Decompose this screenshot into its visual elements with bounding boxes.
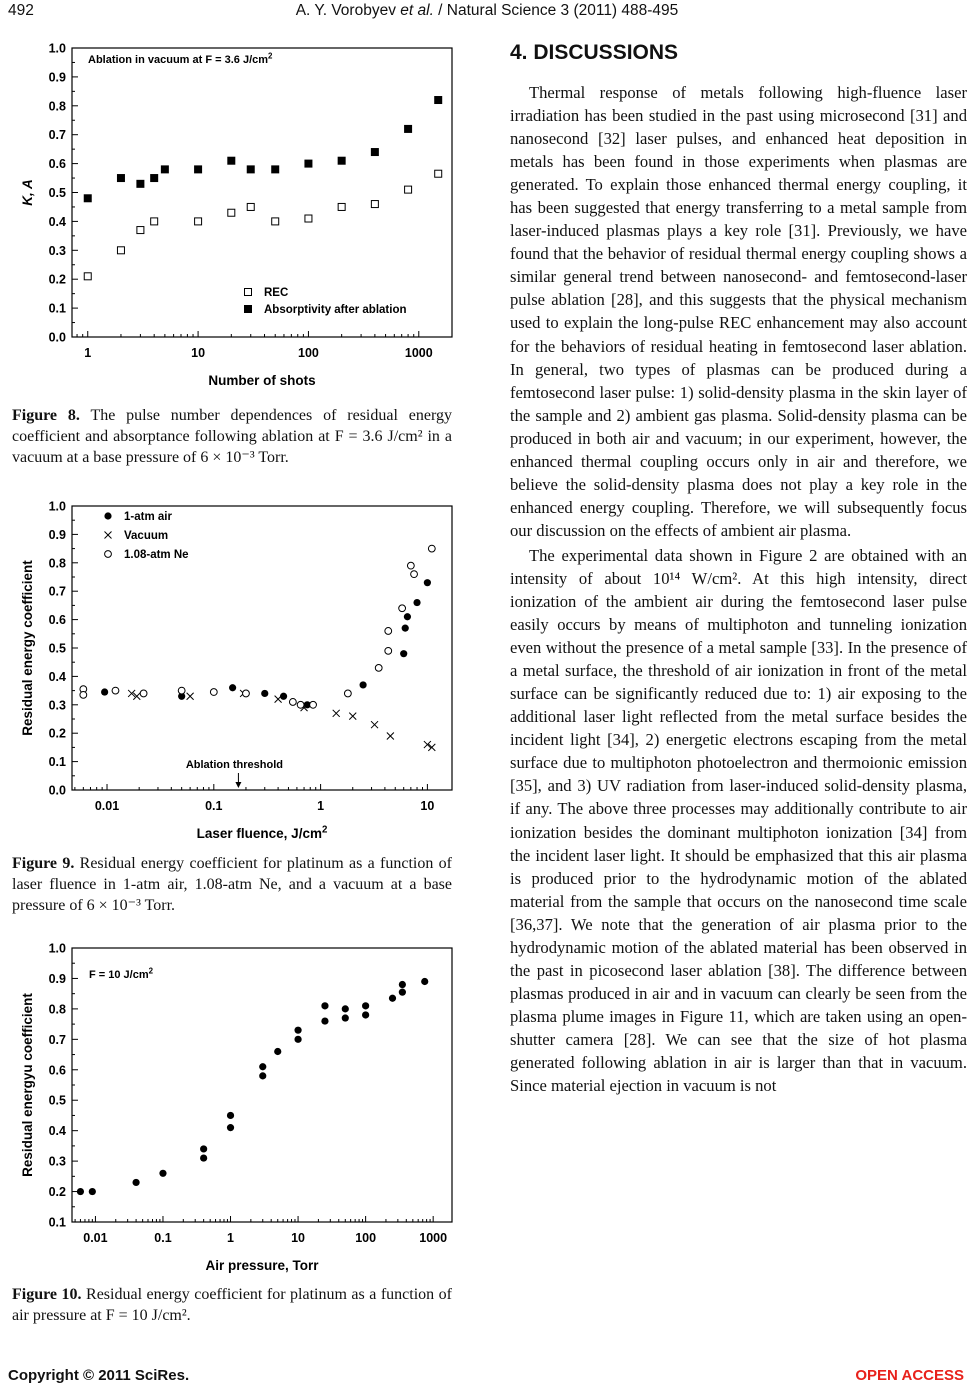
- data-point: [342, 1014, 349, 1021]
- data-point: [371, 148, 379, 156]
- y-tick-label: 0.8: [48, 1002, 66, 1017]
- running-head: [0, 2, 974, 20]
- y-tick-label: 0.8: [48, 556, 66, 571]
- data-point: [112, 687, 119, 694]
- x-tick-label: 0.01: [83, 1231, 108, 1245]
- legend-marker: [104, 512, 111, 519]
- data-point: [389, 995, 396, 1002]
- data-point: [402, 625, 409, 632]
- data-point: [289, 699, 296, 706]
- data-point: [259, 1063, 266, 1070]
- data-point: [434, 96, 442, 104]
- x-tick-label: 100: [355, 1231, 377, 1245]
- y-tick-label: 0.7: [48, 128, 66, 143]
- data-point: [371, 721, 378, 728]
- data-point: [187, 693, 194, 700]
- figure-9-label: Figure 9.: [12, 855, 75, 872]
- data-point: [387, 733, 394, 740]
- y-tick-label: 0.0: [48, 330, 66, 345]
- x-tick-label: 10: [420, 799, 435, 813]
- data-point: [274, 1048, 281, 1055]
- legend-label: Vacuum: [124, 530, 169, 542]
- data-point: [210, 689, 217, 696]
- legend-marker: [105, 532, 112, 539]
- y-tick-label: 0.4: [48, 1124, 66, 1139]
- chart-title: F = 10 $J/cm^2$: [89, 966, 154, 981]
- data-point: [411, 571, 418, 578]
- data-point: [404, 613, 411, 620]
- y-tick-label: 0.9: [48, 70, 66, 85]
- data-point: [247, 203, 254, 210]
- data-point: [117, 174, 125, 182]
- data-point: [243, 690, 250, 697]
- y-tick-label: 0.4: [48, 214, 66, 229]
- data-point: [178, 687, 185, 694]
- data-point: [428, 744, 435, 751]
- y-tick-label: 0.1: [48, 301, 66, 316]
- data-point: [413, 599, 420, 606]
- data-point: [80, 691, 87, 698]
- figure-8-chart: [0, 30, 460, 430]
- x-tick-label: 0.1: [205, 799, 223, 813]
- figure-8-caption-text: The pulse number dependences of residual energy coefficient and absorptance following ablation at F = 3.6 J/cm² in a vacuum at a base pressure of 6 × 10⁻³ Torr.: [12, 407, 453, 466]
- x-tick-label: 1: [84, 346, 92, 360]
- data-point: [321, 1002, 328, 1009]
- data-point: [294, 1036, 301, 1043]
- y-axis-label: Residual energyu coefficient: [20, 993, 35, 1177]
- data-point: [344, 690, 351, 697]
- data-point: [424, 579, 431, 586]
- y-tick-label: 0.1: [48, 1215, 66, 1230]
- data-point: [275, 696, 282, 703]
- x-tick-label: 0.1: [154, 1231, 172, 1245]
- data-point: [338, 203, 345, 210]
- data-point: [362, 1011, 369, 1018]
- data-point: [229, 684, 236, 691]
- data-point: [261, 690, 268, 697]
- data-point: [227, 1124, 234, 1131]
- x-axis-label: Number of shots: [208, 373, 316, 388]
- figure-10-caption-text: Residual energy coefficient for platinum as a function of air pressure at F = 10 J/cm².: [12, 1286, 452, 1324]
- data-point: [89, 1188, 96, 1195]
- data-point: [84, 194, 92, 202]
- data-point: [140, 690, 147, 697]
- x-tick-label: 1000: [419, 1231, 448, 1245]
- x-axis-label: Air pressure, Torr: [205, 1258, 319, 1273]
- figure-10-chart: [0, 935, 460, 1295]
- data-point: [247, 165, 255, 173]
- footer-copyright: Copyright © 2011 SciRes.: [8, 1367, 190, 1384]
- legend-label: Absorptivity after ablation: [264, 304, 407, 316]
- legend-marker: [245, 289, 252, 296]
- figure-10-caption: [12, 1284, 452, 1326]
- running-head-etal: et al.: [400, 2, 434, 19]
- page-number: 492: [8, 2, 34, 19]
- plot-frame: [72, 48, 452, 337]
- x-tick-label: 0.01: [94, 799, 120, 813]
- data-point: [136, 180, 144, 188]
- y-tick-label: 0.2: [48, 272, 66, 287]
- data-point: [399, 981, 406, 988]
- data-point: [375, 664, 382, 671]
- data-point: [333, 710, 340, 717]
- data-point: [150, 174, 158, 182]
- data-point: [259, 1072, 266, 1079]
- data-point: [400, 650, 407, 657]
- y-tick-label: 0.7: [48, 1032, 66, 1047]
- data-point: [428, 545, 435, 552]
- y-tick-label: 0.7: [48, 584, 66, 599]
- y-tick-label: 0.9: [48, 971, 66, 986]
- section-title: 4. DISCUSSIONS: [510, 41, 679, 64]
- data-point: [84, 273, 91, 280]
- y-tick-label: 1.0: [48, 941, 66, 956]
- y-tick-label: 0.6: [48, 613, 66, 628]
- y-axis-label: K, A: [20, 179, 35, 206]
- legend-marker: [244, 305, 252, 313]
- data-point: [195, 218, 202, 225]
- y-tick-label: 0.2: [48, 1185, 66, 1200]
- y-tick-label: 0.5: [48, 1093, 66, 1108]
- y-tick-label: 0.3: [48, 698, 66, 713]
- y-tick-label: 1.0: [48, 41, 66, 56]
- data-point: [117, 247, 124, 254]
- data-point: [161, 165, 169, 173]
- figure-10-label: Figure 10.: [12, 1286, 82, 1303]
- data-point: [321, 1017, 328, 1024]
- chart-title: Ablation in vacuum at F = 3.6 $J/cm^2$: [88, 51, 273, 66]
- running-head-journal: / Natural Science 3 (2011) 488-495: [433, 2, 679, 19]
- y-tick-label: 0.4: [48, 669, 66, 684]
- data-point: [101, 688, 108, 695]
- data-point: [371, 201, 378, 208]
- data-point: [385, 647, 392, 654]
- data-point: [385, 628, 392, 635]
- data-point: [159, 1170, 166, 1177]
- figure-9-caption-text: Residual energy coefficient for platinum as a function of laser fluence in 1-atm air, 1.08-atm Ne, and a vacuum at a base pressure of 6 × 10⁻³ Torr.: [12, 855, 453, 914]
- legend-label: REC: [264, 287, 289, 299]
- footer-open-access: OPEN ACCESS: [855, 1367, 964, 1384]
- data-point: [272, 218, 279, 225]
- data-point: [407, 562, 414, 569]
- y-tick-label: 0.3: [48, 1154, 66, 1169]
- data-point: [349, 713, 356, 720]
- y-tick-label: 0.3: [48, 243, 66, 258]
- y-tick-label: 0.8: [48, 99, 66, 114]
- data-point: [294, 1027, 301, 1034]
- data-point: [435, 170, 442, 177]
- y-tick-label: 0.2: [48, 726, 66, 741]
- data-point: [405, 186, 412, 193]
- data-point: [399, 989, 406, 996]
- figure-9-caption: [12, 853, 452, 916]
- data-point: [338, 157, 346, 165]
- x-tick-label: 10: [291, 1231, 306, 1245]
- series-data: [77, 978, 428, 1195]
- x-axis-label: Laser fluence, $J/cm^2$: [196, 824, 328, 841]
- data-point: [228, 209, 235, 216]
- data-point: [227, 157, 235, 165]
- data-point: [194, 165, 202, 173]
- figure-8-label: Figure 8.: [12, 407, 80, 424]
- figure-9-chart: [0, 470, 460, 850]
- legend-marker: [105, 551, 112, 558]
- running-header: [0, 2, 974, 24]
- data-point: [424, 741, 431, 748]
- data-point: [200, 1145, 207, 1152]
- y-tick-label: 0.6: [48, 157, 66, 172]
- y-tick-label: 0.0: [48, 783, 66, 798]
- x-tick-label: 100: [298, 346, 319, 360]
- y-tick-label: 1.0: [48, 499, 66, 514]
- running-head-authors: A. Y. Vorobyev: [295, 2, 401, 19]
- y-tick-label: 0.9: [48, 527, 66, 542]
- series-1-08-atm-ne: [80, 545, 435, 708]
- annotation-label: Ablation threshold: [185, 759, 284, 771]
- body-paragraph: Thermal response of metals following high-fluence laser irradiation has been studied in the past using microsecond [31] and nanosecond [32] laser pulses, and enhanced heat deposition in metals has been found in those experiments when plasmas are generated. To explain those enhanced thermal energy coupling, it has been suggested that energy transferring to a metal sample from laser-induced plasmas plays a key role [31]. Previously, we have found that the behavior of residual thermal energy coupling shows a similar general trend between nanosecond- and femtosecond-laser pulse ablation [28], and this suggests that the physical mechanism used to explain the long-pulse REC enhancement may also account for the behaviors of residual heating in femtosecond laser ablation. In general, two types of plasmas can be produced during a femtosecond laser pulse: 1) solid-density plasma in the skin layer of the sample and 2) ambient gas plasma. Solid-density plasma can be produced in both air and vacuum; in our experiment, however, the enhanced thermal coupling occurs only in air and therefore, we believe the solid-density plasma does not play a key role in the enhanced energy coupling. Therefore, we will subsequently focus our discussion on the effects of ambient air plasma.: [510, 83, 967, 540]
- x-tick-label: 10: [191, 346, 206, 360]
- data-point: [77, 1188, 84, 1195]
- data-point: [304, 160, 312, 168]
- data-point: [421, 978, 428, 985]
- y-axis-label: Residual energy coefficient: [20, 560, 35, 736]
- legend-label: 1.08-atm Ne: [124, 549, 189, 561]
- y-tick-label: 0.5: [48, 186, 66, 200]
- series-absorptivity-after-ablation: [84, 96, 442, 202]
- y-tick-label: 0.1: [48, 755, 66, 770]
- data-point: [137, 227, 144, 234]
- data-point: [310, 701, 317, 708]
- y-tick-label: 0.6: [48, 1063, 66, 1078]
- y-tick-label: 0.5: [48, 641, 66, 656]
- data-point: [399, 605, 406, 612]
- x-tick-label: 1: [227, 1231, 234, 1245]
- series-1-atm-air: [101, 579, 431, 708]
- data-point: [342, 1005, 349, 1012]
- body-text: [510, 81, 967, 1097]
- x-tick-label: 1: [317, 799, 325, 813]
- x-tick-label: 1000: [404, 346, 433, 360]
- data-point: [271, 165, 279, 173]
- data-point: [305, 215, 312, 222]
- data-point: [151, 218, 158, 225]
- data-point: [200, 1154, 207, 1161]
- data-point: [227, 1112, 234, 1119]
- data-point: [362, 1002, 369, 1009]
- data-point: [132, 1179, 139, 1186]
- data-point: [359, 681, 366, 688]
- data-point: [297, 701, 304, 708]
- data-point: [404, 125, 412, 133]
- legend-label: 1-atm air: [124, 511, 172, 523]
- annotation-arrow-head: [235, 782, 241, 788]
- plot-frame: [72, 948, 452, 1222]
- body-paragraph: The experimental data shown in Figure 2 are obtained with an intensity of about 10¹⁴ W/cm². At this high intensity, direct ionization of the ambient air during the femtosecond laser pulse easily occurs by means of multiphoton and tunneling ionization even without the presence of a metal sample [33]. In the presence of a metal surface, the threshold of air ionization in front of the metal surface can be significantly reduced due to: 1) air exposing to the additional laser light reflected from the metal surface besides the incident light [34], 2) energetic electrons escaping from the metal surface due to multiphoton photoelectron and thermoionic emission [35], and 3) UV radiation from laser-induced solid-density plasma, if any. The above three processes may additionally contribute to air ionization besides the dominant multiphoton ionization [34] from the incident laser light. It should be emphasized that this air plasma is produced prior to the hydrodynamic motion of the ablated material from the sample that occurs on the nanosecond time scale [36,37]. We note that the generation of air plasma prior to the hydrodynamic motion of the ablated material has been observed in the past in picosecond laser ablation [38]. The difference between plasmas produced in air and in vacuum can clearly be seen from the plasma plume images in Figure 11, which are taken using an open-shutter camera [28]. We can see that the size of hot plasma generated following ablation in air is larger than that in vacuum. Since material ejection in vacuum is not: [510, 545, 967, 1096]
- figure-8-caption: [12, 405, 452, 468]
